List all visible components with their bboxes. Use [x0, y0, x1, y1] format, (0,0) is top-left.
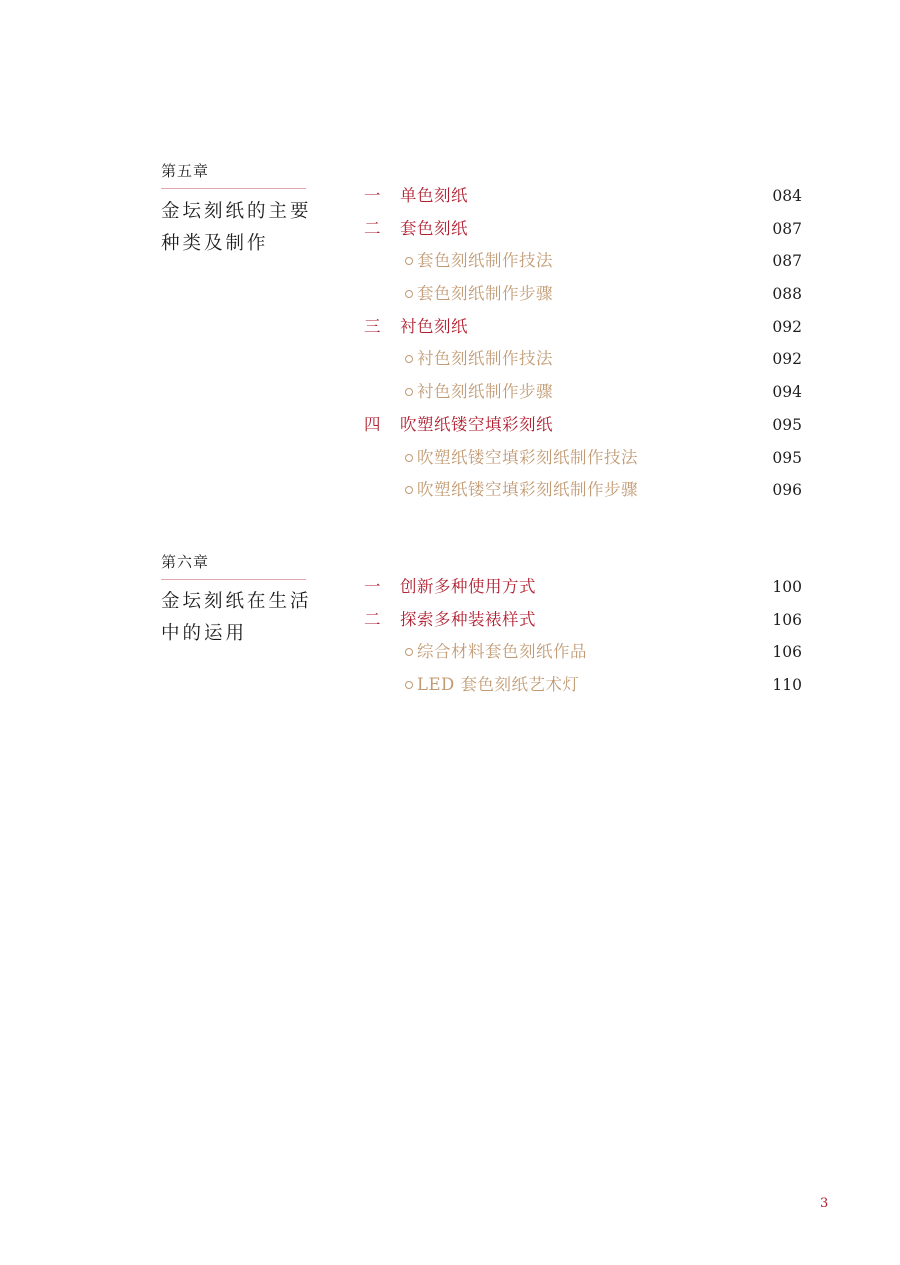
- subsection-title: 套色刻纸制作技法: [417, 251, 553, 271]
- circle-bullet-icon: [405, 257, 413, 265]
- toc-subsection-row[interactable]: [362, 474, 804, 507]
- page-ref: 092: [772, 350, 802, 369]
- subsection-title: 套色刻纸制作步骤: [417, 284, 553, 304]
- toc-subsection-row[interactable]: [362, 636, 804, 669]
- toc-subsection-row[interactable]: [362, 343, 804, 376]
- circle-bullet-icon: [405, 681, 413, 689]
- chapter-title-line: 金坛刻纸的主要: [161, 201, 312, 222]
- section-number: 二: [364, 218, 381, 238]
- subsection-title: 衬色刻纸制作技法: [417, 349, 553, 369]
- page-ref: 087: [772, 252, 802, 271]
- toc-section-row[interactable]: [362, 571, 804, 604]
- section-number: 一: [364, 186, 381, 205]
- toc-section-row[interactable]: [362, 213, 804, 246]
- section-number: 一: [364, 577, 381, 596]
- section-title: 衬色刻纸: [400, 316, 468, 336]
- page-ref: 084: [772, 187, 802, 205]
- section-title: 吹塑纸镂空填彩刻纸: [400, 414, 553, 434]
- circle-bullet-icon: [405, 648, 413, 656]
- toc-list: [362, 571, 804, 702]
- page-ref: 092: [772, 317, 802, 336]
- page-ref: 106: [772, 610, 802, 629]
- subsection-entry: [405, 343, 553, 376]
- toc-subsection-row[interactable]: [362, 278, 804, 311]
- toc-subsection-row[interactable]: [362, 376, 804, 409]
- subsection-entry: [405, 442, 638, 475]
- toc-section-row[interactable]: [362, 180, 804, 213]
- chapter-label: 第五章: [161, 162, 210, 180]
- subsection-title: 综合材料套色刻纸作品: [417, 642, 587, 662]
- circle-bullet-icon: [405, 388, 413, 396]
- toc-subsection-row[interactable]: [362, 669, 804, 702]
- circle-bullet-icon: [405, 486, 413, 494]
- chapter-title: [161, 586, 321, 650]
- chapter-title-line: 中的运用: [161, 623, 248, 644]
- section-number: 三: [364, 316, 381, 336]
- page-ref: 087: [772, 219, 802, 238]
- page-ref: 100: [772, 578, 802, 596]
- section-title: 套色刻纸: [400, 218, 468, 238]
- subsection-entry: [405, 669, 579, 702]
- chapter-divider: [161, 188, 306, 189]
- subsection-title: 吹塑纸镂空填彩刻纸制作技法: [417, 447, 638, 467]
- subsection-title: 吹塑纸镂空填彩刻纸制作步骤: [417, 480, 638, 500]
- toc-list: [362, 180, 804, 507]
- toc-section-row[interactable]: [362, 409, 804, 442]
- section-title: 创新多种使用方式: [400, 577, 536, 596]
- circle-bullet-icon: [405, 355, 413, 363]
- section-number: 四: [364, 414, 381, 434]
- circle-bullet-icon: [405, 454, 413, 462]
- subsection-entry: [405, 376, 553, 409]
- chapter-title-line: 种类及制作: [161, 233, 269, 254]
- subsection-entry: [405, 245, 553, 278]
- subsection-title: LED 套色刻纸艺术灯: [417, 675, 580, 695]
- page-ref: 096: [772, 481, 802, 500]
- section-title: 探索多种装裱样式: [400, 609, 536, 629]
- chapter-label: 第六章: [161, 553, 210, 571]
- subsection-entry: [405, 278, 553, 311]
- page-ref: 110: [772, 676, 802, 695]
- subsection-title: 衬色刻纸制作步骤: [417, 382, 553, 402]
- subsection-entry: [405, 474, 638, 507]
- chapter-title-line: 金坛刻纸在生活: [161, 591, 312, 612]
- toc-subsection-row[interactable]: [362, 245, 804, 278]
- circle-bullet-icon: [405, 290, 413, 298]
- subsection-entry: [405, 636, 587, 669]
- page-ref: 094: [772, 383, 802, 402]
- toc-section-row[interactable]: [362, 311, 804, 344]
- toc-section-row[interactable]: [362, 604, 804, 637]
- chapter-divider: [161, 579, 306, 580]
- page-ref: 106: [772, 643, 802, 662]
- page-ref: 095: [772, 415, 802, 434]
- toc-subsection-row[interactable]: [362, 442, 804, 475]
- section-number: 二: [364, 609, 381, 629]
- chapter-title: [161, 196, 321, 260]
- page-number: 3: [820, 1196, 829, 1211]
- page-ref: 095: [772, 448, 802, 467]
- section-title: 单色刻纸: [400, 186, 468, 205]
- page-ref: 088: [772, 285, 802, 304]
